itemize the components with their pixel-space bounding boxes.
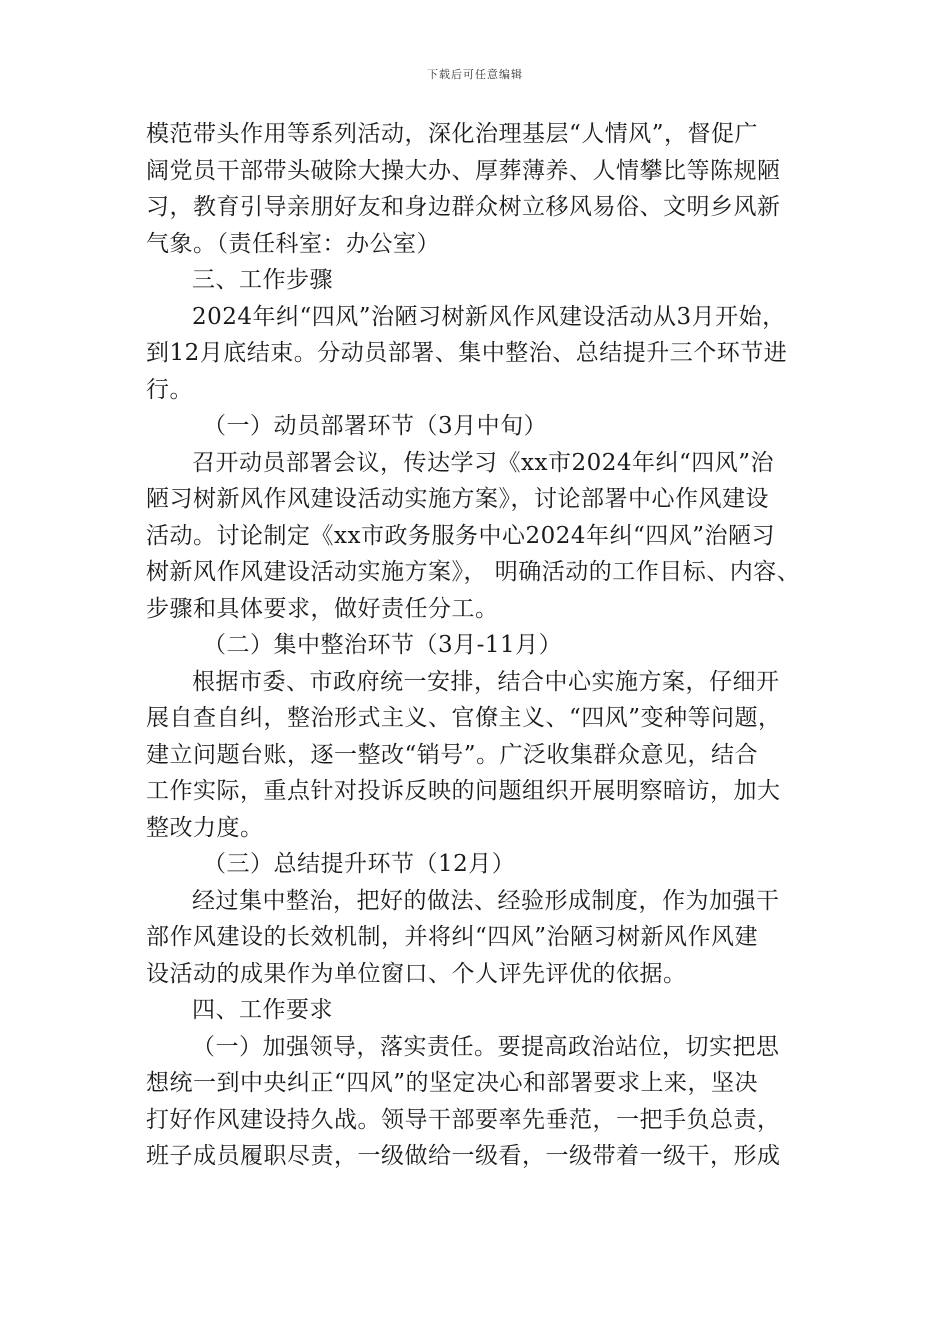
text-line: 模范带头作用等系列活动，深化治理基层“人情风”，督促广 [146,121,759,147]
text-line: 工作实际，重点针对投诉反映的问题组织开展明察暗访，加大 [146,778,781,804]
text-line: （三）总结提升环节（12月） [203,851,516,877]
text-line: 活动。讨论制定《xx市政务服务中心2024年纠“四风”治陋习 [146,522,775,549]
text-line: 根据市委、市政府统一安排，结合中心实施方案，仔细开 [192,668,780,695]
text-line: 部作风建设的长效机制，并将纠“四风”治陋习树新风作风建 [146,924,759,950]
text-line: （一）动员部署环节（3月中旬） [203,413,548,439]
text-line: 设活动的成果作为单位窗口、个人评先评优的依据。 [146,960,687,987]
text-line: 树新风作风建设活动实施方案》， 明确活动的工作目标、内容、 [146,559,801,585]
document-body [146,116,826,1175]
text-line: （二）集中整治环节（3月-11月） [203,632,563,658]
text-line: 召开动员部署会议，传达学习《xx市2024年纠“四风”治 [192,449,774,476]
page-header: 下载后可任意编辑 [427,68,523,81]
text-line: 打好作风建设持久战。领导干部要率先垂范，一把手负总责， [146,1106,781,1133]
text-line: 想统一到中央纠正“四风”的坚定决心和部署要求上来，坚决 [146,1070,759,1096]
text-line: 步骤和具体要求，做好责任分工。 [146,595,499,622]
text-line: 经过集中整治，把好的做法、经验形成制度，作为加强干 [192,887,780,914]
text-line: 陋习树新风作风建设活动实施方案》，讨论部署中心作风建设 [146,486,769,512]
text-line: 三、工作步骤 [192,267,333,293]
text-line: 四、工作要求 [192,997,333,1023]
text-line: 整改力度。 [146,814,264,841]
text-line: 习，教育引导亲朋好友和身边群众树立移风易俗、文明乡风新 [146,194,781,220]
text-line: 建立问题台账，逐一整改“销号”。广泛收集群众意见，结合 [146,741,759,768]
text-line: 行。 [146,376,193,403]
text-line: （一）加强领导，落实责任。要提高政治站位，切实把思 [192,1033,780,1060]
text-line: 班子成员履职尽责，一级做给一级看，一级带着一级干，形成 [146,1143,781,1169]
text-line: 展自查自纠，整治形式主义、官僚主义、“四风”变种等问题， [146,705,782,731]
text-line: 阔党员干部带头破除大操大办、厚葬薄养、人情攀比等陈规陋 [146,157,781,184]
text-line: 2024年纠“四风”治陋习树新风作风建设活动从3月开始， [192,303,786,330]
text-line: 到12月底结束。分动员部署、集中整治、总结提升三个环节进 [146,340,788,366]
text-line: 气象。（责任科室：办公室） [146,230,440,257]
